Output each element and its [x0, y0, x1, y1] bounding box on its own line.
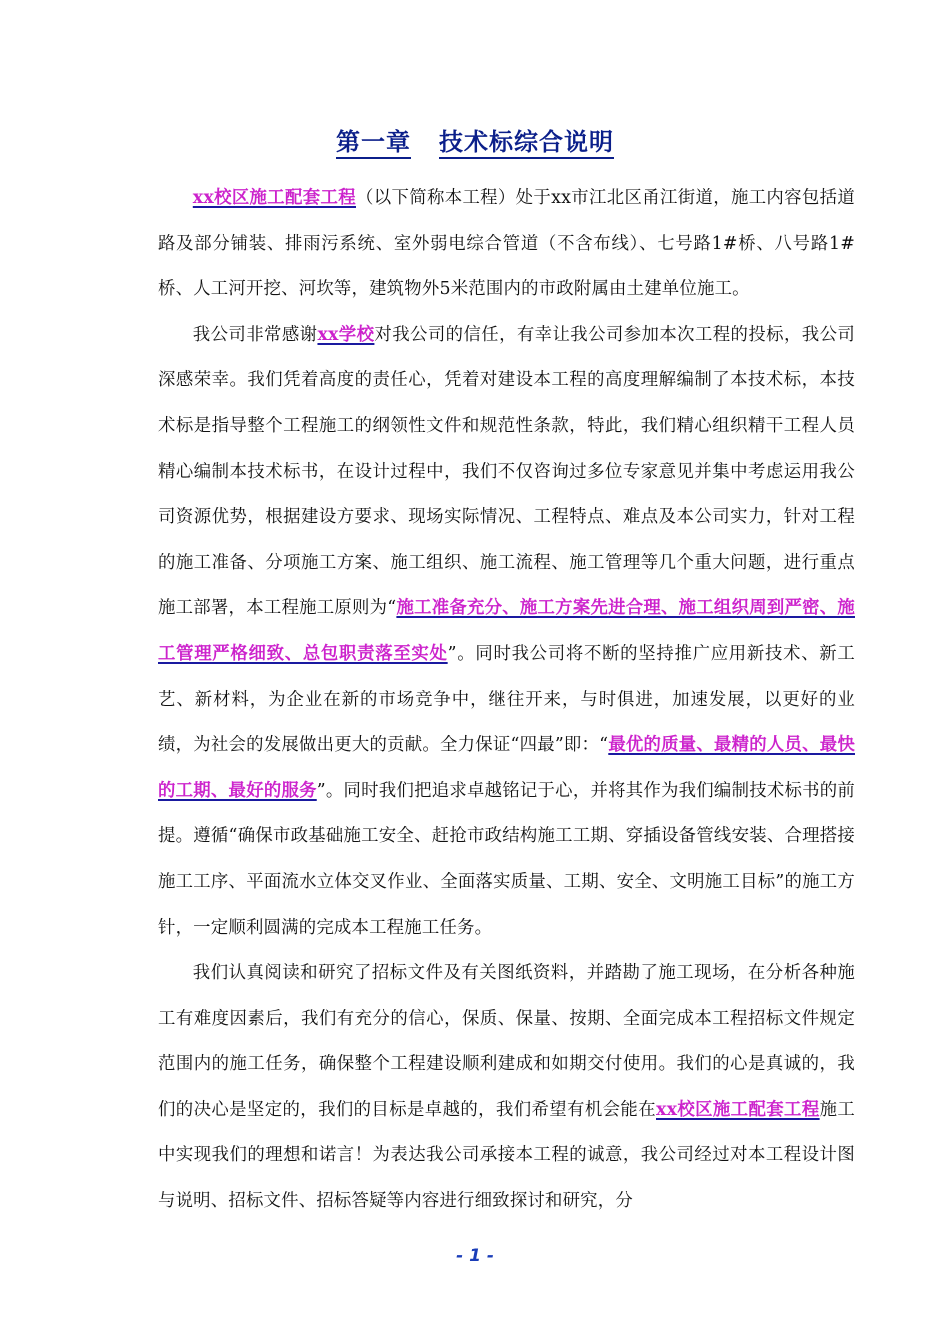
- paragraph-2-text-4: ”。同时我们把追求卓越铭记于心，并将其作为我们编制技术标书的前提。遵循“确保市政基础施工安全、赶抢市政结构施工工期、穿插设备管线安装、合理搭接施工工序、平面流水立体交叉作业、全面落实质量、工期、安全、文明施工目标”的施工方针，一定顺利圆满的完成本工程施工任务。: [158, 780, 855, 938]
- construction-principle-highlight: 施工准备充分、施工方案先进合理、施工组织周到严密、施工管理严格细致、总包职责落至实处: [158, 598, 855, 664]
- body-text: [158, 176, 855, 1225]
- project-name-highlight: xx校区施工配套工程: [192, 188, 356, 208]
- paragraph-2-text-1: 我公司非常感谢: [192, 324, 318, 345]
- chapter-title: [0, 122, 950, 157]
- paragraph-3-text-1: 我们认真阅读和研究了招标文件及有关图纸资料，并踏勘了施工现场，在分析各种施工有难度因素后，我们有充分的信心，保质、保量、按期、全面完成本工程招标文件规定范围内的施工任务，确保整个工程建设顺利建成和如期交付使用。我们的心是真诚的，我们的决心是坚定的，我们的目标是卓越的，我们希望有机会能在: [158, 963, 855, 1120]
- paragraph-1-text: （以下简称本工程）处于xx市江北区甬江街道，施工内容包括道路及部分铺装、排雨污系统、室外弱电综合管道（不含布线）、七号路1#桥、八号路1#桥、人工河开挖、河坎等，建筑物外5米范围内的市政附属由土建单位施工。: [158, 188, 855, 300]
- project-name-highlight-2: xx校区施工配套工程: [656, 1099, 820, 1120]
- page-number: - 1 -: [456, 1246, 494, 1266]
- school-name-highlight: xx学校: [317, 324, 375, 345]
- paragraph-3: [158, 951, 855, 1225]
- chapter-heading: 技术标综合说明: [439, 127, 614, 159]
- title-gap: [411, 149, 439, 150]
- paragraph-1: [158, 176, 855, 313]
- chapter-number: 第一章: [336, 127, 411, 159]
- paragraph-2-text-3: ”。同时我公司将不断的坚持推广应用新技术、新工艺、新材料，为企业在新的市场竞争中，继往开来，与时俱进，加速发展，以更好的业绩，为社会的发展做出更大的贡献。全力保证“四最”即：“: [158, 643, 856, 756]
- paragraph-3-text-2: 施工中实现我们的理想和诺言！为表达我公司承接本工程的诚意，我公司经过对本工程设计图与说明、招标文件、招标答疑等内容进行细致探讨和研究，分: [158, 1099, 856, 1212]
- paragraph-2-text-2: 对我公司的信任，有幸让我公司参加本次工程的投标，我公司深感荣幸。我们凭着高度的责任心，凭着对建设本工程的高度理解编制了本技术标，本技术标是指导整个工程施工的纲领性文件和规范性条款，特此，我们精心组织精干工程人员精心编制本技术标书，在设计过程中，我们不仅咨询过多位专家意见并集中考虑运用我公司资源优势，根据建设方要求、现场实际情况、工程特点、难点及本公司实力，针对工程的施工准备、分项施工方案、施工组织、施工流程、施工管理等几个重大问题，进行重点施工部署，本工程施工原则为“: [158, 324, 855, 619]
- paragraph-2: [158, 313, 855, 951]
- four-best-highlight: 最优的质量、最精的人员、最快的工期、最好的服务: [158, 735, 855, 801]
